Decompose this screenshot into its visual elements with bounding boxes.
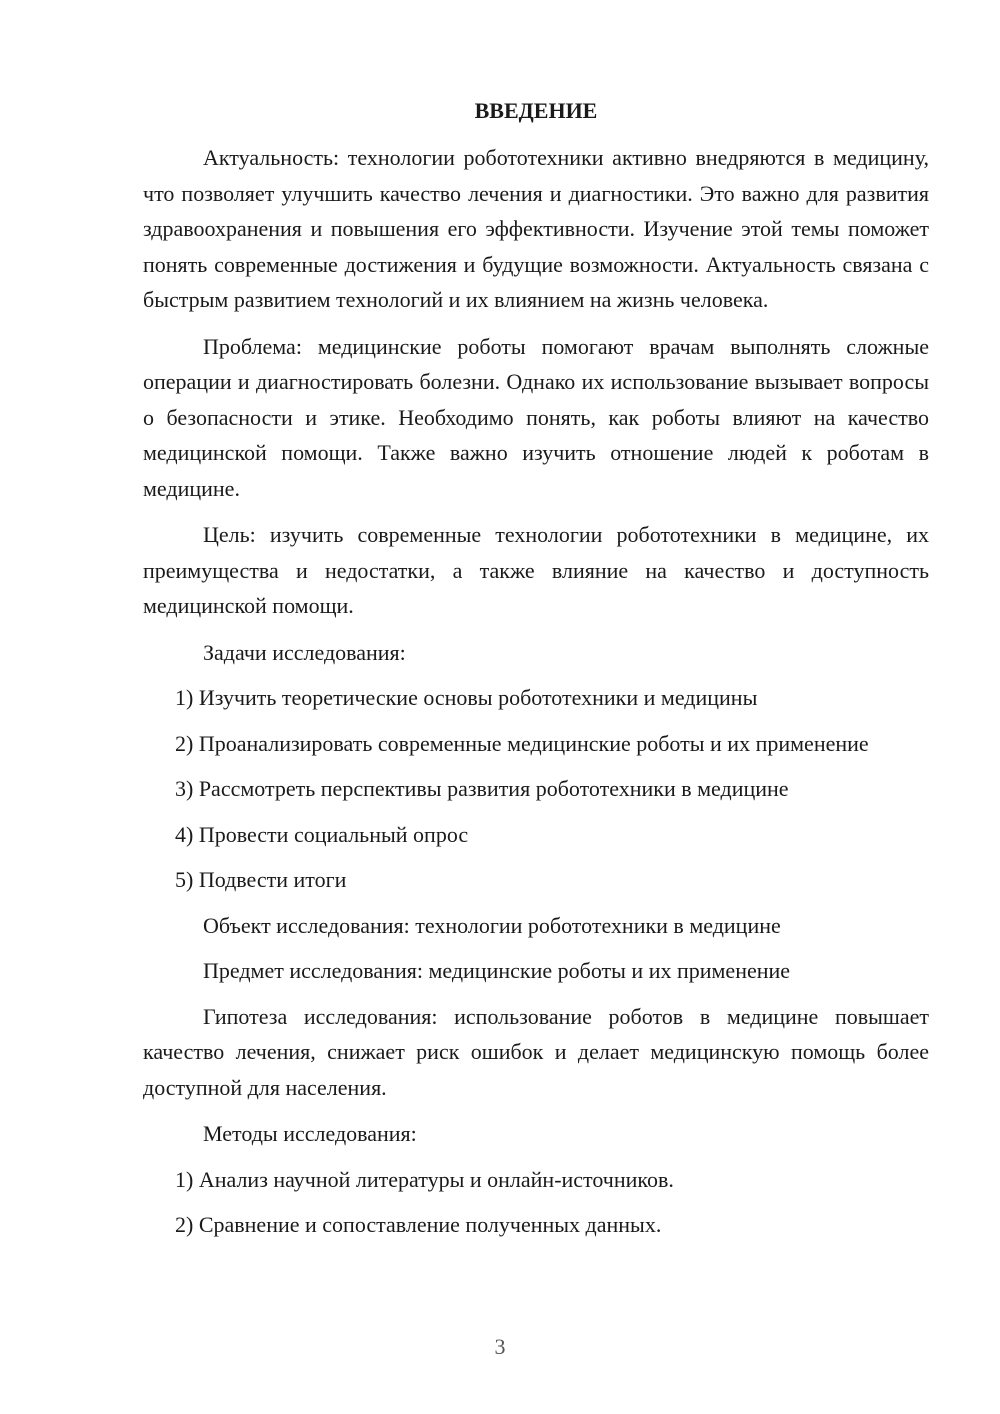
subject-paragraph: Предмет исследования: медицинские роботы и их применение	[203, 958, 791, 983]
document-page	[143, 96, 929, 1253]
method-item: 1) Анализ научной литературы и онлайн-источников.	[175, 1166, 674, 1192]
methods-heading: Методы исследования:	[203, 1121, 417, 1146]
task-item: 4) Провести социальный опрос	[175, 821, 469, 847]
page-number: 3	[494, 1334, 506, 1359]
problem-paragraph: Проблема: медицинские роботы помогают врачам выполнять сложные операции и диагностировать болезни. Однако их использование вызывает вопросы о безопасности и этике. Необходимо понять, как роботы влияют на качество медицинской помощи. Также важно изучить отношение людей к роботам в медицине.	[143, 333, 929, 501]
task-item: 3) Рассмотреть перспективы развития робототехники в медицине	[175, 776, 789, 801]
tasks-heading: Задачи исследования:	[203, 639, 406, 665]
relevance-paragraph: Актуальность: технологии робототехники активно внедряются в медицину, что позволяет улучшить качество лечения и диагностики. Это важно для развития здравоохранения и повышения его эффективности. Изучение этой темы поможет понять современные достижения и будущие возможности. Актуальность связана с быстрым развитием технологий и их влиянием на жизнь человека.	[143, 145, 929, 312]
goal-paragraph: Цель: изучить современные технологии робототехники в медицине, их преимущества и недостатки, а также влияние на качество и доступность медицинской помощи.	[143, 522, 929, 618]
method-item: 2) Сравнение и сопоставление полученных данных.	[175, 1212, 662, 1237]
hypothesis-paragraph: Гипотеза исследования: использование роботов в медицине повышает качество лечения, снижает риск ошибок и делает медицинскую помощь более доступной для населения.	[143, 1003, 929, 1100]
task-item: 2) Проанализировать современные медицинские роботы и их применение	[175, 730, 869, 756]
task-item: 1) Изучить теоретические основы робототехники и медицины	[175, 685, 758, 710]
object-paragraph: Объект исследования: технологии робототехники в медицине	[203, 912, 781, 938]
task-item: 5) Подвести итоги	[175, 867, 347, 892]
section-title: ВВЕДЕНИЕ	[474, 98, 598, 123]
